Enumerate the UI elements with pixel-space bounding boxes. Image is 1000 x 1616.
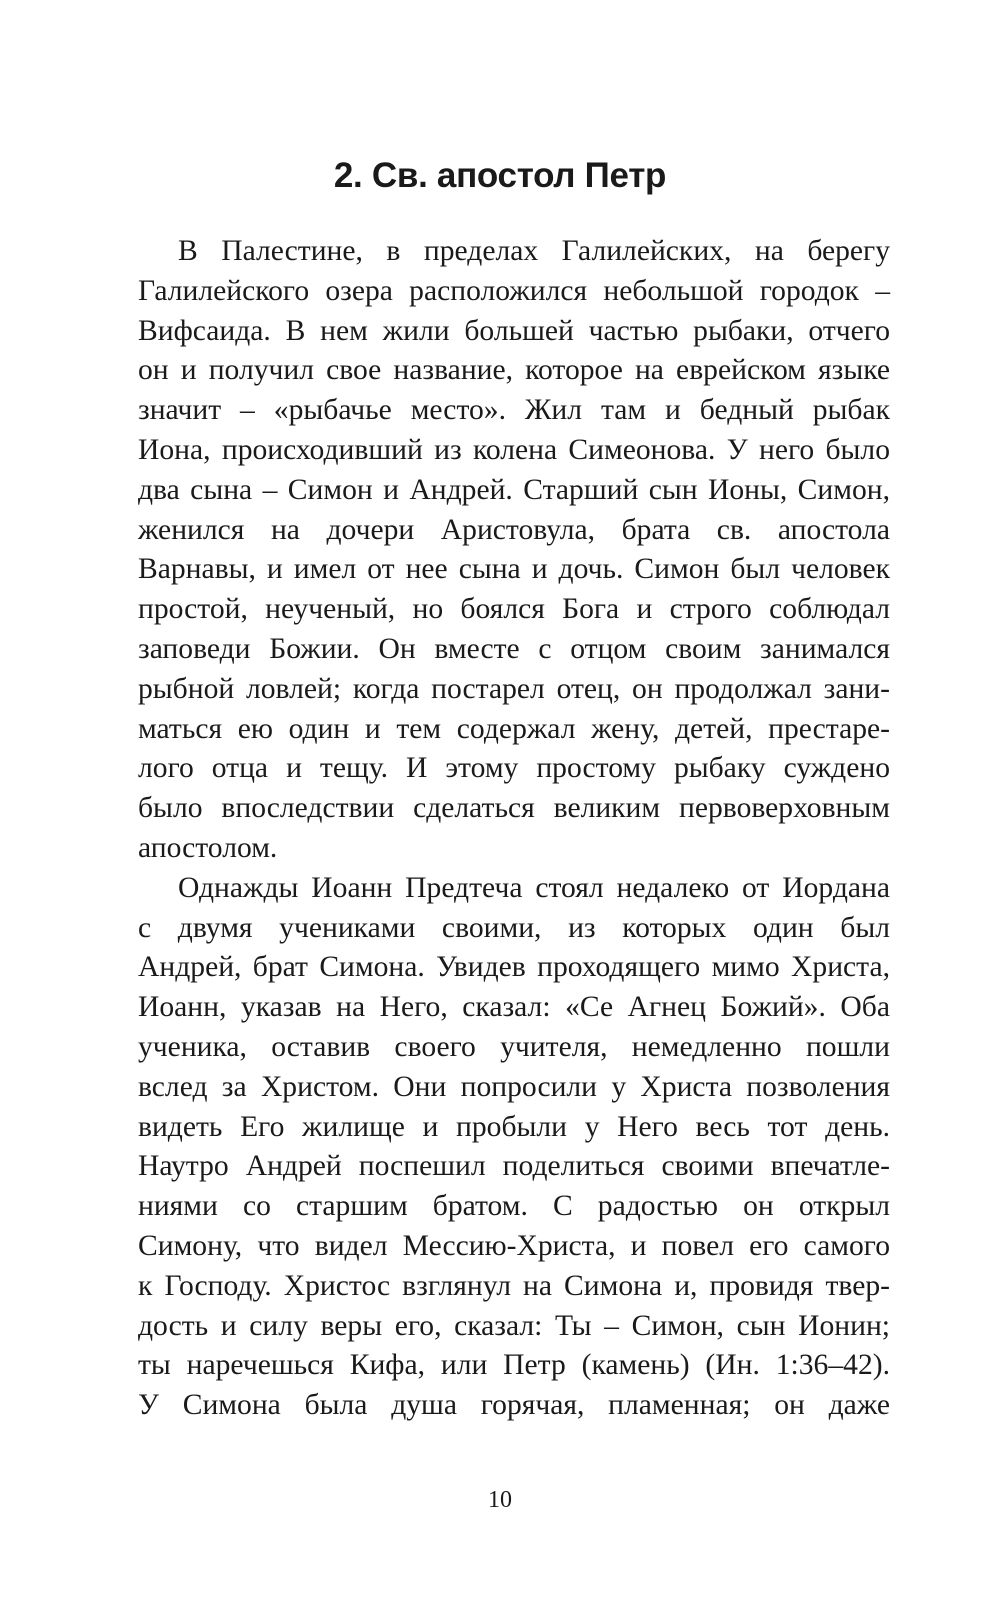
paragraph-2 (138, 869, 890, 1426)
text-line: два сына – Симон и Андрей. Старший сын Ионы, Симон, (138, 473, 890, 506)
page-number: 10 (488, 1487, 512, 1513)
text-line: Симону, что видел Мессию-Христа, и повел его самого (138, 1229, 890, 1262)
text-line: апостолом. (138, 831, 278, 864)
text-line: видеть Его жилище и пробыли у Него весь тот день. (138, 1110, 890, 1143)
text-line: он и получил свое название, которое на еврейском языке (138, 354, 890, 387)
text-line: ты наречешься Кифа, или Петр (камень) (Ин. 1:36–42). (138, 1349, 890, 1382)
text-line: к Господу. Христос взглянул на Симона и, провидя твер- (138, 1269, 890, 1302)
text-line: значит – «рыбачье место». Жил там и бедный рыбак (138, 394, 890, 427)
text-line: В Палестине, в пределах Галилейских, на берегу (178, 235, 890, 267)
text-line: рыбной ловлей; когда постарел отец, он продолжал зани- (138, 672, 890, 705)
body-text (138, 232, 890, 1426)
text-line: Андрей, брат Симона. Увидев проходящего мимо Христа, (138, 951, 890, 984)
text-line: У Симона была душа горячая, пламенная; он даже (138, 1389, 890, 1422)
text-line: Однажды Иоанн Предтеча стоял недалеко от Иордана (178, 871, 890, 904)
text-line: было впоследствии сделаться великим первоверховным (138, 792, 890, 825)
text-line: дость и силу веры его, сказал: Ты – Симон, сын Ионин; (138, 1309, 890, 1342)
text-line: Варнавы, и имел от нее сына и дочь. Симон был человек (138, 553, 890, 586)
text-line: Иоанн, указав на Него, сказал: «Се Агнец Божий». Оба (138, 991, 890, 1024)
text-line: ниями со старшим братом. С радостью он открыл (138, 1190, 890, 1223)
text-line: с двумя учениками своими, из которых один был (138, 911, 890, 944)
text-line: Наутро Андрей поспешил поделиться своими впечатле- (138, 1150, 890, 1183)
text-line: вслед за Христом. Они попросили у Христа позволения (138, 1070, 890, 1103)
text-line: женился на дочери Аристовула, брата св. апостола (138, 513, 890, 546)
paragraph-1 (138, 232, 890, 869)
text-line: Иона, происходивший из колена Симеонова. У него было (138, 433, 890, 466)
text-line: Вифсаида. В нем жили большей частью рыбаки, отчего (138, 314, 890, 347)
chapter-heading: 2. Св. апостол Петр (333, 156, 667, 195)
text-line: маться ею один и тем содержал жену, детей, престаре- (138, 712, 890, 745)
text-line: Галилейского озера расположился небольшой городок – (138, 274, 890, 307)
text-line: заповеди Божии. Он вместе с отцом своим занимался (138, 632, 890, 665)
text-line: лого отца и тещу. И этому простому рыбаку суждено (138, 752, 890, 785)
text-line: простой, неученый, но боялся Бога и строго соблюдал (138, 593, 890, 626)
text-line: ученика, оставив своего учителя, немедленно пошли (138, 1030, 890, 1063)
